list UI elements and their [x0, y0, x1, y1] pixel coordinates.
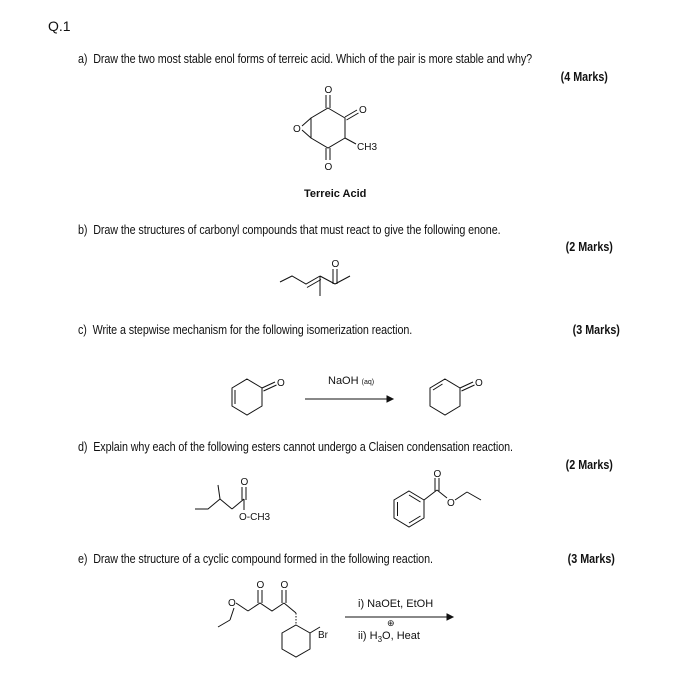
terreic-acid-structure — [280, 85, 390, 175]
part-d-text: Explain why each of the following esters cannot undergo a Claisen condensation reaction. — [93, 440, 513, 454]
right-atom-o: O — [475, 378, 483, 389]
ester-one-carbonyl-o: O — [240, 477, 249, 488]
atom-o-right: O — [359, 105, 367, 116]
part-a-label: a) — [78, 52, 88, 66]
part-e-text: Draw the structure of a cyclic compound formed in the following reaction. — [93, 552, 433, 566]
part-d-prompt — [78, 440, 513, 454]
part-b-marks: (2 Marks) — [565, 240, 613, 254]
atom-o-top: O — [324, 85, 333, 96]
ester-carbonyl-o: O — [280, 580, 289, 591]
part-a-marks: (4 Marks) — [560, 70, 608, 84]
part-e-marks: (3 Marks) — [567, 552, 615, 566]
ester-one-methoxy: O-CH3 — [239, 512, 271, 523]
cyclohexenone-left — [225, 370, 295, 425]
enone-atom-o: O — [331, 259, 340, 270]
reagent-step-two: ii) $H_3O$, Heat — [358, 630, 420, 645]
ester-two-ether-o: O — [447, 498, 455, 509]
reagent-naoh: NaOH (aq) — [328, 375, 375, 387]
ester-one-structure — [190, 475, 290, 525]
hydronium-charge: ⊕ — [387, 618, 395, 628]
ring-bonds — [311, 108, 345, 148]
part-b-prompt — [78, 223, 501, 237]
terreic-acid-caption: Terreic Acid — [304, 188, 367, 200]
part-e-prompt — [78, 552, 433, 566]
part-c-label: c) — [78, 323, 87, 337]
part-c-marks: (3 Marks) — [572, 323, 620, 337]
part-d-label: d) — [78, 440, 88, 454]
part-e-substrate-structure — [210, 575, 340, 685]
ester-ether-o: O — [228, 598, 236, 609]
bromine-atom: Br — [318, 630, 328, 641]
enone-structure — [275, 252, 365, 307]
part-a-prompt — [78, 52, 532, 66]
atom-ch3: CH3 — [357, 142, 378, 153]
reaction-arrow-e — [345, 612, 455, 622]
question-number: Q.1 — [48, 18, 71, 34]
reagent-step-one: i) NaOEt, EtOH — [358, 598, 434, 610]
atom-o-epoxide: O — [293, 124, 301, 135]
part-a-text: Draw the two most stable enol forms of terreic acid. Which of the pair is more stable and why? — [93, 52, 533, 66]
part-c-prompt — [78, 323, 412, 337]
part-d-marks: (2 Marks) — [565, 458, 613, 472]
part-b-text: Draw the structures of carbonyl compounds that must react to give the following enone. — [93, 223, 501, 237]
ketone-o: O — [256, 580, 265, 591]
part-c-text: Write a stepwise mechanism for the following isomerization reaction. — [92, 323, 413, 337]
part-b-label: b) — [78, 223, 88, 237]
part-e-label: e) — [78, 552, 88, 566]
cyclohexenone-right — [420, 370, 490, 425]
ester-two-carbonyl-o: O — [433, 469, 442, 480]
reagent-naoh-sub: (aq) — [361, 379, 375, 386]
atom-o-bottom: O — [324, 162, 333, 173]
reaction-arrow-c — [305, 394, 395, 404]
ester-two-structure — [385, 470, 495, 530]
left-atom-o: O — [277, 378, 285, 389]
